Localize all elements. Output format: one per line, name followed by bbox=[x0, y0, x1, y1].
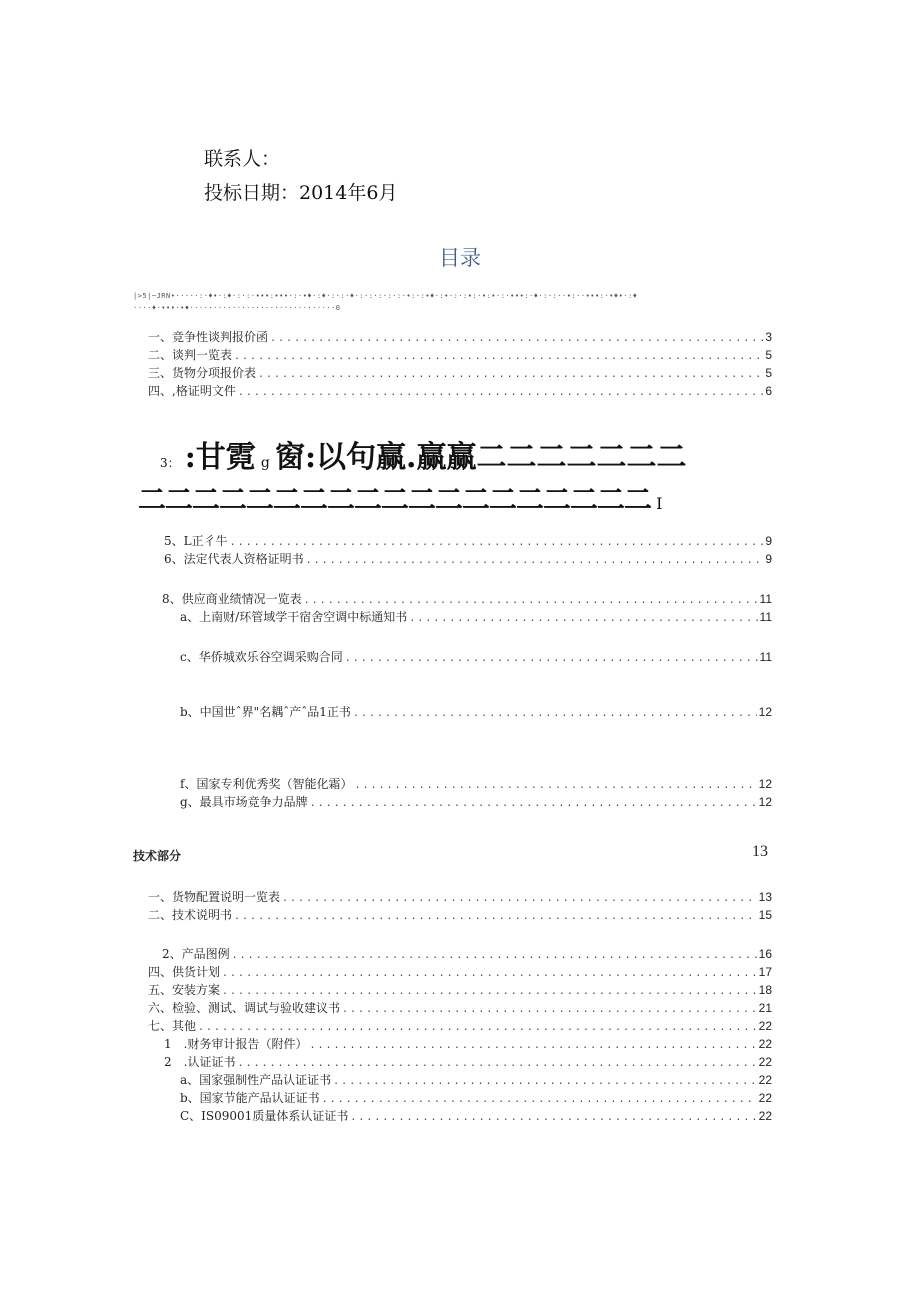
toc-entry-label: 一、竞争性谈判报价函 bbox=[148, 330, 269, 344]
dot-leader bbox=[350, 1110, 756, 1125]
bid-date-label: 投标日期：2014年6月 bbox=[204, 182, 398, 204]
toc-entry-label: 6、法定代表人资格证明书 bbox=[164, 552, 304, 566]
toc-entry[interactable] bbox=[180, 705, 772, 721]
toc-entry[interactable] bbox=[148, 348, 772, 364]
toc-entry-page: 9 bbox=[765, 534, 772, 548]
toc-entry[interactable] bbox=[180, 610, 772, 626]
toc-entry-label: 8、供应商业绩情况一览表 bbox=[162, 592, 302, 606]
dot-leader bbox=[222, 966, 757, 981]
dot-leader bbox=[309, 1038, 756, 1053]
toc-entry[interactable] bbox=[164, 552, 772, 568]
toc-entry-label: 5、L正彳牛 bbox=[164, 534, 228, 548]
dot-leader bbox=[345, 651, 758, 666]
toc-entry-page: 22 bbox=[758, 1055, 772, 1069]
toc-entry-page: 18 bbox=[758, 983, 772, 997]
toc-entry-label: 四、供货计划 bbox=[148, 965, 221, 979]
toc-entry-page: 9 bbox=[765, 552, 772, 566]
toc-entry-page: 22 bbox=[758, 1073, 772, 1087]
toc-entry[interactable] bbox=[148, 384, 772, 400]
toc-entry[interactable] bbox=[164, 1037, 772, 1053]
toc-entry[interactable] bbox=[148, 1001, 772, 1017]
garbled-text: 二二二二二二二二二二二二二二二二二二二 bbox=[138, 483, 652, 516]
dot-leader bbox=[258, 367, 763, 382]
toc-title: 目录 bbox=[439, 246, 481, 270]
contact-person-label: 联系人： bbox=[204, 148, 281, 170]
toc-entry-page: 3 bbox=[765, 330, 772, 344]
dot-leader bbox=[342, 1002, 757, 1017]
toc-entry-page: 22 bbox=[758, 1109, 772, 1123]
dot-leader bbox=[222, 984, 757, 999]
toc-entry-page: 5 bbox=[765, 366, 772, 380]
garbled-small: g bbox=[260, 455, 270, 471]
garbled-suffix: I bbox=[656, 494, 663, 513]
garbled-heading-line bbox=[138, 478, 662, 518]
toc-entry[interactable] bbox=[180, 777, 772, 793]
garbled-heading-line bbox=[160, 432, 687, 476]
toc-entry[interactable] bbox=[164, 1055, 772, 1071]
dot-leader bbox=[230, 535, 764, 550]
toc-entry-label: 三、货物分项报价表 bbox=[148, 366, 257, 380]
dot-leader bbox=[310, 796, 757, 811]
toc-entry-page: 13 bbox=[758, 890, 772, 904]
toc-entry-label: a、国家强制性产品认证证书 bbox=[180, 1073, 332, 1087]
garbled-text: 窗:以句赢.赢赢二二二二二二二 bbox=[274, 440, 687, 475]
toc-entry[interactable] bbox=[148, 965, 772, 981]
toc-entry-label: 二、谈判一览表 bbox=[148, 348, 233, 362]
toc-entry-label: 一、货物配置说明一览表 bbox=[148, 890, 281, 904]
garbled-dot-line: ····♦·•••·•♦·······························0 bbox=[133, 304, 341, 312]
toc-entry-page: 11 bbox=[759, 592, 772, 606]
toc-entry-page: 16 bbox=[758, 947, 772, 961]
dot-leader bbox=[353, 706, 757, 721]
toc-entry-page: 22 bbox=[758, 1019, 772, 1033]
toc-entry-label: 二、技术说明书 bbox=[148, 908, 233, 922]
garbled-prefix: 3： bbox=[160, 456, 180, 470]
toc-entry[interactable] bbox=[148, 330, 772, 346]
toc-entry-label: 四、,格证明文件 bbox=[148, 384, 236, 398]
toc-entry[interactable] bbox=[180, 1109, 772, 1125]
dot-leader bbox=[232, 948, 757, 963]
toc-entry-page: 12 bbox=[758, 777, 772, 791]
toc-entry-label: 2 .认证证书 bbox=[164, 1055, 236, 1069]
dot-leader bbox=[234, 909, 757, 924]
dot-leader bbox=[270, 331, 763, 346]
section-page: 13 bbox=[752, 843, 768, 860]
dot-leader bbox=[238, 385, 763, 400]
toc-entry[interactable] bbox=[162, 592, 772, 608]
toc-entry-page: 22 bbox=[758, 1037, 772, 1051]
toc-entry[interactable] bbox=[164, 534, 772, 550]
dot-leader bbox=[409, 611, 757, 626]
toc-entry-label: a、上南财/环管域学干宿舍空调中标通知书 bbox=[180, 610, 408, 624]
toc-entry-label: c、华侨城欢乐谷空调采购合同 bbox=[180, 650, 343, 664]
toc-entry[interactable] bbox=[180, 650, 772, 666]
dot-leader bbox=[282, 891, 757, 906]
toc-entry-label: 五、安装方案 bbox=[148, 983, 221, 997]
toc-entry-page: 22 bbox=[758, 1091, 772, 1105]
dot-leader bbox=[306, 553, 764, 568]
toc-entry-label: C、IS09001质量体系认证证书 bbox=[180, 1109, 349, 1123]
toc-entry[interactable] bbox=[148, 908, 772, 924]
toc-entry-page: 17 bbox=[758, 965, 772, 979]
toc-entry-page: 5 bbox=[765, 348, 772, 362]
dot-leader bbox=[234, 349, 763, 364]
toc-entry[interactable] bbox=[148, 890, 772, 906]
dot-leader bbox=[354, 778, 756, 793]
garbled-text: :甘霓 bbox=[184, 440, 256, 475]
toc-entry-label: b、国家节能产品认证证书 bbox=[180, 1091, 320, 1105]
toc-entry-label: g、最具市场竞争力品牌 bbox=[180, 795, 308, 809]
toc-entry-label: b、中国世ˆ界"名耦ˆ产ˆ品1正书 bbox=[180, 705, 351, 719]
dot-leader bbox=[322, 1092, 757, 1107]
toc-entry[interactable] bbox=[148, 1019, 772, 1035]
toc-entry[interactable] bbox=[180, 795, 772, 811]
garbled-dot-line: |>5|~JRN•·····:·♦•·:♦·:·:·•••:•••·:·•♦·:♦·:·:·♦·:·:·:·:·:·•:·:•♦·:•·:·:•:·•:•·:·•••:·♦·:·:··•:··•••:·•♦•·:♦ bbox=[133, 292, 638, 300]
toc-entry-label: 1 .财务审计报告（附件） bbox=[164, 1037, 308, 1051]
dot-leader bbox=[304, 593, 758, 608]
toc-entry[interactable] bbox=[180, 1091, 772, 1107]
toc-entry-label: 2、产品图例 bbox=[162, 947, 230, 961]
toc-entry-page: 21 bbox=[758, 1001, 772, 1015]
toc-entry[interactable] bbox=[148, 366, 772, 382]
dot-leader bbox=[198, 1020, 757, 1035]
toc-entry-page: 12 bbox=[758, 795, 772, 809]
toc-entry-page: 12 bbox=[758, 705, 772, 719]
dot-leader bbox=[333, 1074, 756, 1089]
toc-entry-label: 六、检验、测试、调试与验收建议书 bbox=[148, 1001, 341, 1015]
toc-entry[interactable] bbox=[180, 1073, 772, 1089]
toc-entry-page: 11 bbox=[759, 610, 772, 624]
toc-entry-label: f、国家专利优秀奖（智能化霜） bbox=[180, 777, 353, 791]
toc-entry[interactable] bbox=[148, 983, 772, 999]
toc-entry-page: 15 bbox=[758, 908, 772, 922]
toc-entry[interactable] bbox=[162, 947, 772, 963]
section-title: 技术部分 bbox=[133, 849, 182, 863]
toc-entry-label: 七、其他 bbox=[148, 1019, 197, 1033]
toc-entry-page: 6 bbox=[765, 384, 772, 398]
dot-leader bbox=[237, 1056, 756, 1071]
toc-entry-page: 11 bbox=[759, 650, 772, 664]
